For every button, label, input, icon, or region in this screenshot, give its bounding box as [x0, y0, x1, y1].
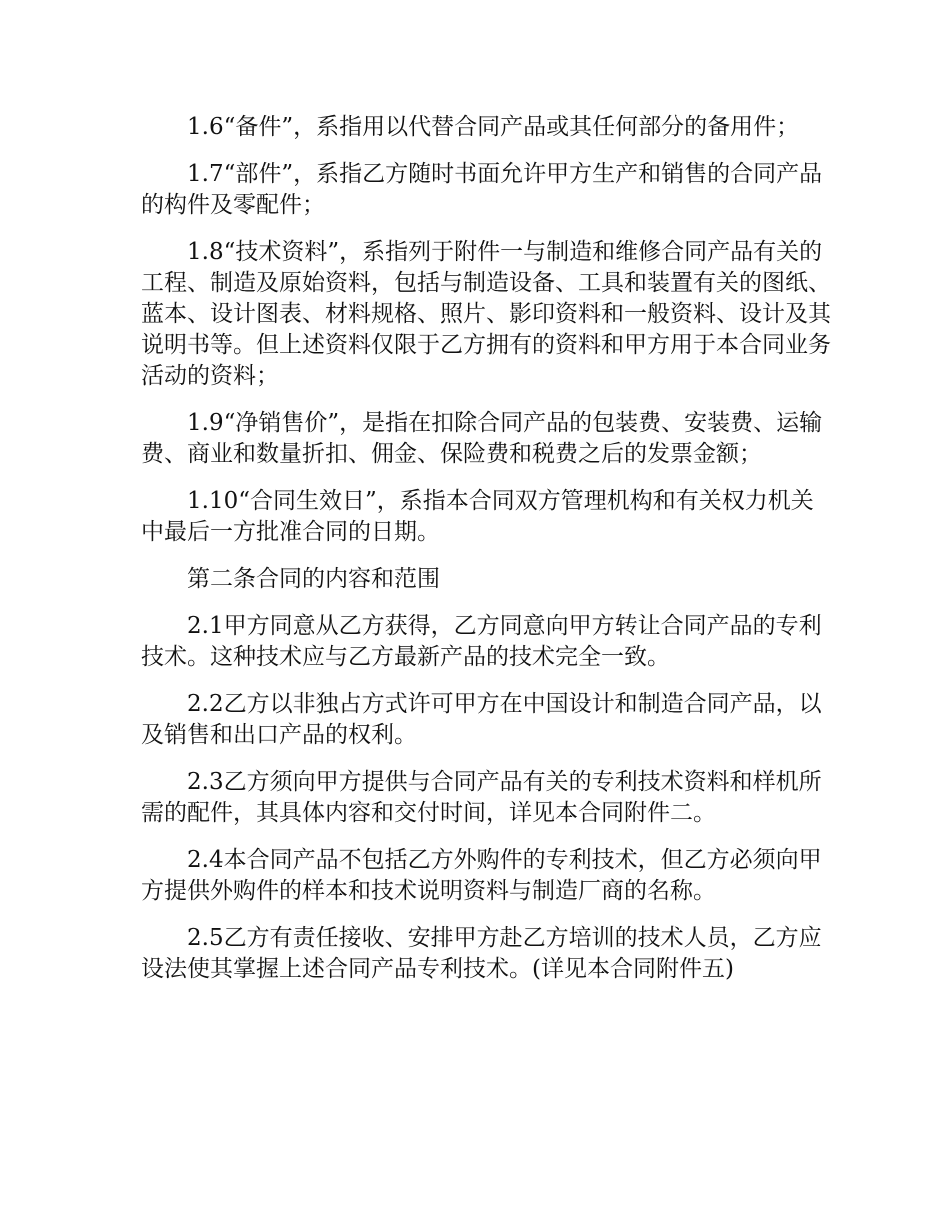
clause-1-8: 1.8“技术资料”，系指列于附件一与制造和维修合同产品有关的工程、制造及原始资料，包括与制造设备、工具和装置有关的图纸、蓝本、设计图表、材料规格、照片、影印资料和一般资料、设计及其说明书等。但上述资料仅限于乙方拥有的资料和甲方用于本合同业务活动的资料；: [141, 239, 831, 389]
clause-2-2: 2.2乙方以非独占方式许可甲方在中国设计和制造合同产品，以及销售和出口产品的权利。: [141, 691, 822, 748]
clause-1-6: 1.6“备件”，系指用以代替合同产品或其任何部分的备用件；: [187, 114, 800, 140]
document-page: [141, 112, 831, 1001]
clause-2-1: 2.1甲方同意从乙方获得，乙方同意向甲方转让合同产品的专利技术。这种技术应与乙方最新产品的技术完全一致。: [141, 613, 822, 670]
clause-2-3: 2.3乙方须向甲方提供与合同产品有关的专利技术资料和样机所需的配件，其具体内容和交付时间，详见本合同附件二。: [141, 769, 822, 826]
clause-1-9: 1.9“净销售价”，是指在扣除合同产品的包装费、安装费、运输费、商业和数量折扣、佣金、保险费和税费之后的发票金额；: [141, 410, 823, 467]
clause-1-7: 1.7“部件”，系指乙方随时书面允许甲方生产和销售的合同产品的构件及零配件；: [141, 161, 823, 218]
clause-2-5: 2.5乙方有责任接收、安排甲方赴乙方培训的技术人员，乙方应设法使其掌握上述合同产品专利技术。(详见本合同附件五): [141, 925, 822, 982]
clause-1-10: 1.10“合同生效日”，系指本合同双方管理机构和有关权力机关中最后一方批准合同的日期。: [141, 488, 814, 545]
section-heading-article-2: 第二条合同的内容和范围: [187, 566, 440, 592]
clause-2-4: 2.4本合同产品不包括乙方外购件的专利技术，但乙方必须向甲方提供外购件的样本和技术说明资料与制造厂商的名称。: [141, 847, 822, 904]
